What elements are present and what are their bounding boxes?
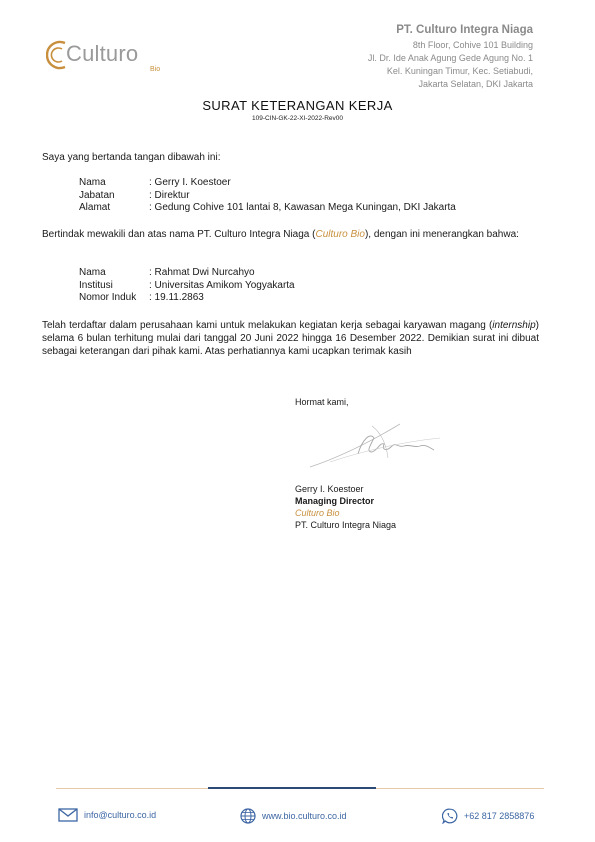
info-value: : Direktur [149, 189, 190, 201]
info-value: : 19.11.2863 [149, 292, 204, 303]
represent-text: ), dengan ini menerangkan bahwa: [364, 229, 519, 240]
info-row [79, 202, 456, 215]
info-value: : Universitas Amikom Yogyakarta [149, 279, 295, 291]
company-logo [46, 38, 176, 78]
phone-number[interactable]: +62 817 2858876 [464, 811, 535, 821]
footer-email[interactable] [58, 808, 156, 822]
globe-icon [240, 808, 256, 824]
logo-subtext: Bio [150, 66, 161, 73]
info-label: Institusi [79, 279, 113, 291]
footer-phone[interactable] [442, 808, 534, 824]
document-number: 109-CIN-GK-22-XI-2022-Rev00 [251, 115, 344, 122]
letter-title: SURAT KETERANGAN KERJA [202, 98, 393, 113]
signer-company: PT. Culturo Integra Niaga [295, 520, 397, 530]
info-row [79, 190, 456, 203]
culturo-logo-mark-icon [46, 38, 68, 72]
info-row [79, 292, 295, 305]
info-row [79, 177, 456, 190]
mail-icon [58, 808, 78, 822]
info-label: Alamat [79, 202, 111, 213]
info-label: Jabatan [79, 189, 115, 201]
signature-block [295, 483, 396, 531]
website-link[interactable]: www.bio.culturo.co.id [262, 811, 347, 821]
signer-role: Managing Director [295, 496, 375, 506]
handwritten-signature [300, 412, 450, 472]
company-header [368, 24, 533, 91]
info-label: Nama [79, 267, 106, 278]
logo-wordmark: Culturo [66, 41, 139, 66]
company-address-line: Jl. Dr. Ide Anak Agung Gede Agung No. 1 [367, 53, 533, 63]
intro-text: Saya yang bertanda tangan dibawah ini: [42, 152, 221, 163]
company-name: PT. Culturo Integra Niaga [396, 24, 533, 36]
whatsapp-icon [442, 808, 458, 824]
statement-text: Telah terdaftar dalam perusahaan kami untuk melakukan kegiatan kerja sebagai karyawan magang ( [42, 320, 493, 331]
info-row [79, 267, 295, 280]
company-address-line: 8th Floor, Cohive 101 Building [412, 40, 533, 50]
info-label: Nama [79, 177, 106, 188]
footer-divider-accent [208, 787, 376, 789]
brand-name: Culturo Bio [315, 229, 365, 240]
email-link[interactable]: info@culturo.co.id [84, 810, 157, 820]
info-value: : Gedung Cohive 101 lantai 8, Kawasan Mega Kuningan, DKI Jakarta [149, 202, 456, 213]
statement-italic: internship [492, 320, 536, 331]
company-address-line: Jakarta Selatan, DKI Jakarta [418, 79, 533, 89]
info-label: Nomor Induk [79, 292, 137, 303]
statement-text: ) selama 6 bulan terhitung mulai dari tanggal 20 Juni 2022 hingga 16 Desember 2022. Demikian surat ini dibuat sebagai keterangan dari pihak kami. Atas perhatiannya kami ucapkan terimak kasih [42, 320, 539, 357]
signer-info [79, 177, 456, 215]
closing-text: Hormat kami, [295, 397, 349, 407]
represent-text: Bertindak mewakili dan atas nama PT. Culturo Integra Niaga ( [42, 229, 316, 240]
signer-brand: Culturo Bio [295, 508, 340, 518]
signer-name: Gerry I. Koestoer [295, 484, 364, 494]
footer-website[interactable] [240, 808, 347, 824]
info-value: : Gerry I. Koestoer [149, 177, 231, 188]
info-value: : Rahmat Dwi Nurcahyo [149, 267, 255, 278]
info-row [79, 280, 295, 293]
employee-info [79, 267, 295, 305]
statement-paragraph [42, 319, 539, 358]
represent-paragraph [42, 228, 539, 241]
company-address-line: Kel. Kuningan Timur, Kec. Setiabudi, [386, 66, 533, 76]
